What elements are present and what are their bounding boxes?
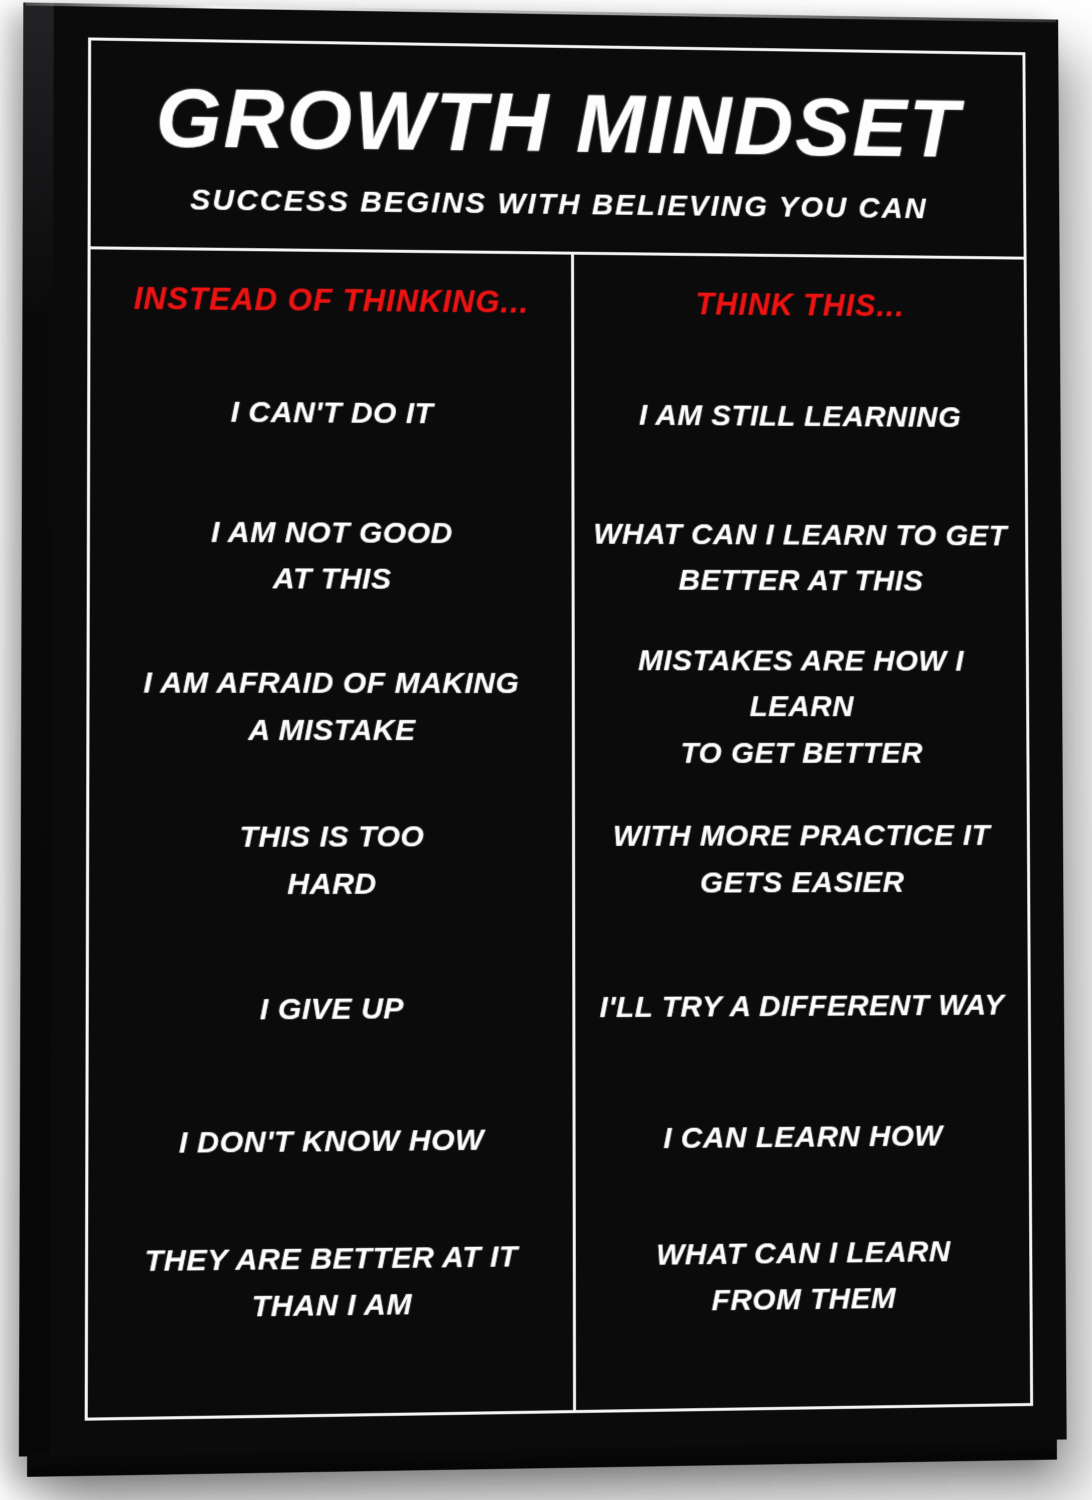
left-statement-1: I CAN'T DO IT (230, 395, 434, 430)
left-column (88, 249, 574, 1417)
right-statement-4: WITH MORE PRACTICE IT GETS EASIER (612, 819, 991, 900)
poster-header (91, 40, 1024, 259)
right-statement-3: MISTAKES ARE HOW I LEARN TO GET BETTER (638, 644, 965, 770)
left-statement-3: I AM AFRAID OF MAKING A MISTAKE (143, 666, 520, 747)
left-statement-6: I DON'T KNOW HOW (178, 1123, 485, 1160)
left-statement-5: I GIVE UP (259, 992, 405, 1027)
comparison-table (88, 249, 1030, 1417)
right-statement-5: I'LL TRY A DIFFERENT WAY (599, 988, 1005, 1025)
canvas-poster (19, 2, 1067, 1477)
poster-inner-border (85, 37, 1033, 1420)
left-statement-2: I AM NOT GOOD AT THIS (211, 515, 453, 596)
left-statement-4: THIS IS TOO HARD (239, 820, 425, 901)
poster-subtitle: SUCCESS BEGINS WITH BELIEVING YOU CAN (190, 183, 928, 226)
right-statement-7: WHAT CAN I LEARN FROM THEM (656, 1234, 951, 1318)
right-column-header: THINK THIS... (695, 286, 905, 324)
left-statement-7: THEY ARE BETTER AT IT THAN I AM (144, 1239, 518, 1324)
right-statement-6: I CAN LEARN HOW (663, 1119, 943, 1155)
right-statement-1: I AM STILL LEARNING (638, 398, 962, 434)
right-statement-2: WHAT CAN I LEARN TO GET BETTER AT THIS (593, 517, 1008, 598)
canvas-left-side-edge (19, 2, 54, 1456)
poster-title: GROWTH MINDSET (155, 70, 961, 175)
left-column-header: INSTEAD OF THINKING... (133, 280, 530, 320)
right-column (571, 255, 1030, 1410)
poster-face (50, 3, 1067, 1456)
